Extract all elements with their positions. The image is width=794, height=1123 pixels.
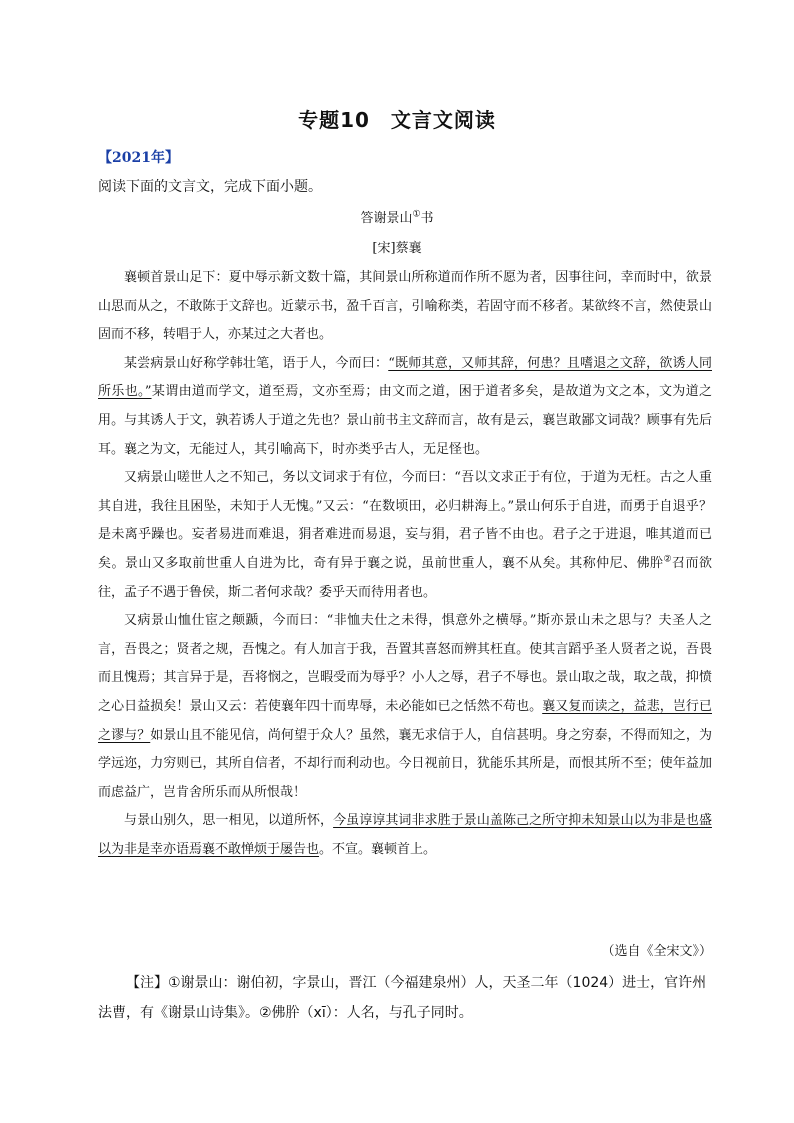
paragraph-1: 襄顿首景山足下：夏中辱示新文数十篇，其间景山所称道而作所不愿为者，因事往问，幸而时中，欲景山思而从之，不敢陈于文辞也。近蒙示书，盈千百言，引喻称类，若固守而不移者。某欲终不言，然使景山固而不移，转唱于人，亦某过之大者也。	[98, 270, 712, 343]
essay-title-text: 答谢景山	[360, 211, 413, 226]
underlined-sentence-2: 襄又复而读之，益悲，岂行已之谬与？	[98, 698, 712, 743]
paragraph-4-text-a: 又病景山恤仕宦之颠踬，今而曰：“非恤夫仕之未得，惧意外之横辱。”斯亦景山未之思与？夫圣人之言，吾畏之；贤者之规，吾愧之。有人加言于我，吾置其喜怒而辨其枉直。使其言蹈乎圣人贤者之说，吾畏而且愧焉；其言异于是，吾将悯之，岂暇受而为辱乎？小人之辱，君子不辱也。景山取之哉，取之哉，抑愤之心日益损矣！景山又云：若使襄年四十而卑辱，未必能如已之恬然不苟也。	[98, 613, 712, 714]
underlined-sentence-1: “既师其意，又师其辞，何患？且嗜退之文辞，欲诱人同所乐也。”	[98, 355, 712, 400]
paragraph-3-text-a: 又病景山嗟世人之不知己，务以文词求于有位，今而曰：“吾以文求正于有位，于道为无枉。古之人重其自进，我往且困坠，未知于人无愧。”又云：“在数顷田，必归耕海上。”景山何乐于自进，而勇于自退乎？是未离乎躁也。妄者易进而难退，狷者难进而易退，妄与狷，君子皆不由也。君子之于进退，唯其道而已矣。景山又多取前世重人自进为比，奇有异于襄之说，虽前世重人，襄不从矣。其称仲尼、佛肸	[98, 470, 712, 571]
essay-title	[0, 207, 794, 226]
paragraph-4	[98, 607, 712, 807]
footnotes: 【注】①谢景山：谢伯初，字景山，晋江（今福建泉州）人，天圣二年（1024）进士，官许州法曹，有《谢景山诗集》。②佛肸（xī）：人名，与孔子同时。	[98, 975, 707, 1021]
paragraph-2-text-b: 某谓由道而学文，道至焉，文亦至焉；由文而之道，困于道者多矣，是故道为文之本，文为道之用。与其诱人于文，孰若诱人于道之先也？景山前书主文辞而言，故有是云，襄岂敢鄙文词哉？顾事有先后耳。襄之为文，无能过人，其引喻高下，时亦类乎古人，无足怪也。	[98, 384, 712, 457]
underlined-sentence-3: 今虽谆谆其词非求胜于景山盖陈己之所守抑未知景山以为非是也盛以为非是幸亦语焉襄不敢惮烦于屡告也	[98, 813, 712, 857]
paragraph-2-text-a: 某尝病景山好称学韩壮笔，语于人，今而曰：	[124, 355, 389, 371]
footnote-marker-2: ②	[663, 554, 673, 565]
paragraph-4-text-b: 如景山且不能见信，尚何望于众人？虽然，襄无求信于人，自信甚明。身之穷泰，不得而知之，为学远迩，力穷则已，其所自信者，不却行而利动也。今日视前日，犹能乐其所是，而恨其所不至；使年益加而虑益广，岂肯舍所乐而从所恨哉！	[98, 727, 712, 800]
essay-body	[98, 264, 712, 864]
essay-title-end: 书	[420, 211, 434, 226]
page-title: 专题10 文言文阅读	[298, 108, 496, 132]
year-label: 【2021年】	[98, 150, 179, 166]
essay-author: [宋]蔡襄	[372, 241, 422, 256]
paragraph-3-text-b: 召而欲往，孟子不遇于鲁侯，斯二者何求哉？委乎天而待用者也。	[98, 555, 712, 600]
instruction-text: 阅读下面的文言文，完成下面小题。	[98, 179, 322, 195]
paragraph-5-text-b: 。不宣。襄顿首上。	[319, 841, 437, 857]
paragraph-5-text-a: 与景山别久，思一相见，以道所怀，	[124, 813, 334, 829]
paragraph-2	[98, 350, 712, 464]
paragraph-5	[98, 807, 712, 864]
paragraph-3	[98, 464, 712, 607]
source-citation: （选自《全宋文》）	[601, 944, 712, 959]
footnote-marker-1: ①	[412, 209, 421, 220]
